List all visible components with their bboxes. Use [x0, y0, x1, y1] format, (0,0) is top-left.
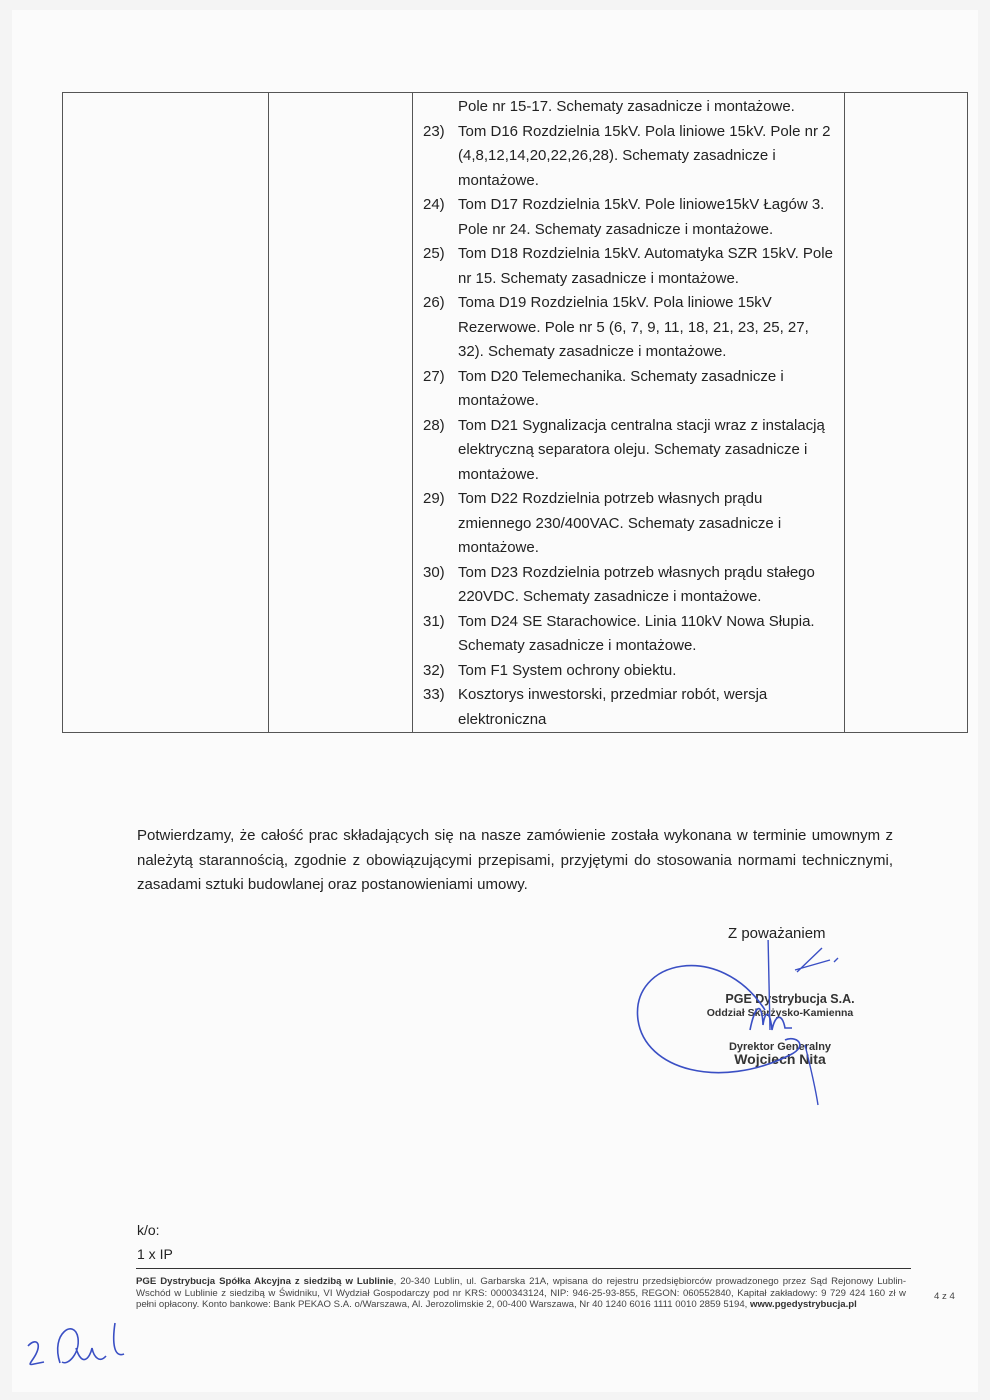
- table-cell-empty-4: [845, 93, 968, 733]
- list-item: [423, 414, 838, 488]
- list-item: [423, 291, 838, 365]
- list-item-text: Toma D19 Rozdzielnia 15kV. Pola liniowe 15kV Rezerwowe. Pole nr 5 (6, 7, 9, 11, 18, 21, 23, 25, 27, 32). Schematy zasadnicze i montażowe.: [458, 294, 809, 360]
- list-item-number: 29): [423, 490, 445, 507]
- list-item: [423, 561, 838, 610]
- list-item: [423, 683, 838, 732]
- list-item: [423, 193, 838, 242]
- list-item-text: Tom D21 Sygnalizacja centralna stacji wraz z instalacją elektryczną separatora oleju. Schematy zasadnicze i montażowe.: [458, 416, 825, 483]
- stamp-branch: Oddział Skarżysko-Kamienna: [706, 1007, 854, 1019]
- list-item-number: 23): [423, 122, 445, 140]
- list-item-text: Tom D20 Telemechanika. Schematy zasadnicze i montażowe.: [458, 367, 784, 409]
- list-item-number: 28): [423, 416, 445, 434]
- list-item: [423, 487, 838, 561]
- list-item-text: Tom D17 Rozdzielnia 15kV. Pole liniowe15kV Łagów 3. Pole nr 24. Schematy zasadnicze i montażowe.: [458, 196, 825, 238]
- list-item: [423, 659, 838, 684]
- table-cell-empty-1: [63, 93, 269, 733]
- list-item: [423, 365, 838, 414]
- list-item: [423, 120, 838, 194]
- list-item-text: Tom D24 SE Starachowice. Linia 110kV Nowa Słupia. Schematy zasadnicze i montażowe.: [458, 612, 815, 654]
- list-item-text: Tom D18 Rozdzielnia 15kV. Automatyka SZR 15kV. Pole nr 15. Schematy zasadnicze i montażowe.: [458, 245, 833, 287]
- continuation-text: Pole nr 15-17. Schematy zasadnicze i montażowe.: [458, 98, 795, 115]
- closing-greeting: Z poważaniem: [728, 925, 826, 942]
- list-item-text: Kosztorys inwestorski, przedmiar robót, wersja elektroniczna: [458, 686, 768, 728]
- list-item: [423, 242, 838, 291]
- stamp-name: Wojciech Nita: [734, 1051, 826, 1067]
- list-item-number: 25): [423, 245, 445, 262]
- list-item-number: 32): [423, 661, 445, 679]
- footer-divider: [136, 1268, 911, 1269]
- cc-recipient: 1 x IP: [137, 1246, 173, 1262]
- list-item-number: 33): [423, 686, 445, 703]
- document-items-list: [423, 120, 838, 733]
- list-item-text: Tom F1 System ochrony obiektu.: [458, 661, 677, 679]
- confirmation-paragraph: Potwierdzamy, że całość prac składających się na nasze zamówienie została wykonana w terminie umownym z należytą starannością, zgodnie z obowiązującymi przepisami, przyjętymi do stosowania normami technicznymi, zasadami sztuki budowlanej oraz postanowieniami umowy.: [137, 827, 893, 893]
- list-item-number: 26): [423, 294, 445, 311]
- stamp-role: Dyrektor Generalny: [728, 1041, 832, 1053]
- handwritten-signature: [600, 940, 900, 1110]
- document-list-table: [62, 92, 968, 733]
- list-item-text: Tom D16 Rozdzielnia 15kV. Pola liniowe 15kV. Pole nr 2 (4,8,12,14,20,22,26,28). Schematy zasadnicze i montażowe.: [458, 122, 831, 189]
- cc-label: k/o:: [137, 1222, 160, 1238]
- page-number: 4 z 4: [934, 1291, 955, 1302]
- list-item: [423, 610, 838, 659]
- list-item-number: 31): [423, 612, 445, 630]
- list-item-number: 24): [423, 196, 445, 213]
- list-item-number: 27): [423, 367, 445, 385]
- list-item-text: Tom D23 Rozdzielnia potrzeb własnych prądu stałego 220VDC. Schematy zasadnicze i montażowe.: [458, 563, 815, 605]
- list-item-number: 30): [423, 563, 445, 581]
- handwritten-initials: [20, 1318, 140, 1383]
- stamp-company: PGE Dystrybucja S.A.: [725, 992, 855, 1006]
- cc-block: [137, 1218, 173, 1266]
- list-item-text: Tom D22 Rozdzielnia potrzeb własnych prądu zmiennego 230/400VAC. Schematy zasadnicze i montażowe.: [458, 490, 782, 556]
- footer-company: PGE Dystrybucja Spółka Akcyjna z siedzibą w Lublinie: [136, 1276, 394, 1287]
- table-cell-empty-2: [269, 93, 413, 733]
- footer-text: [136, 1276, 906, 1311]
- footer-details: , 20-340 Lublin, ul. Garbarska 21A, wpisana do rejestru przedsiębiorców prowadzonego przez Sąd Rejonowy Lublin-Wschód w Lublinie z siedzibą w Świdniku, VI Wydział Gospodarczy pod nr KRS: 0000343124, NIP: 946-25-93-855, REGON: 060552840, Kapitał zakładowy: 9 729 424 160 zł w pełni opłacony. Konto bankowe: Bank PEKAO S.A. o/Warszawa, Al. Jerozolimskie 2, 00-400 Warszawa, Nr 40 1240 6016 1111 0010 2859 5194,: [136, 1276, 907, 1310]
- table-cell-contents: [413, 93, 845, 733]
- footer-website[interactable]: www.pgedystrybucja.pl: [750, 1299, 857, 1310]
